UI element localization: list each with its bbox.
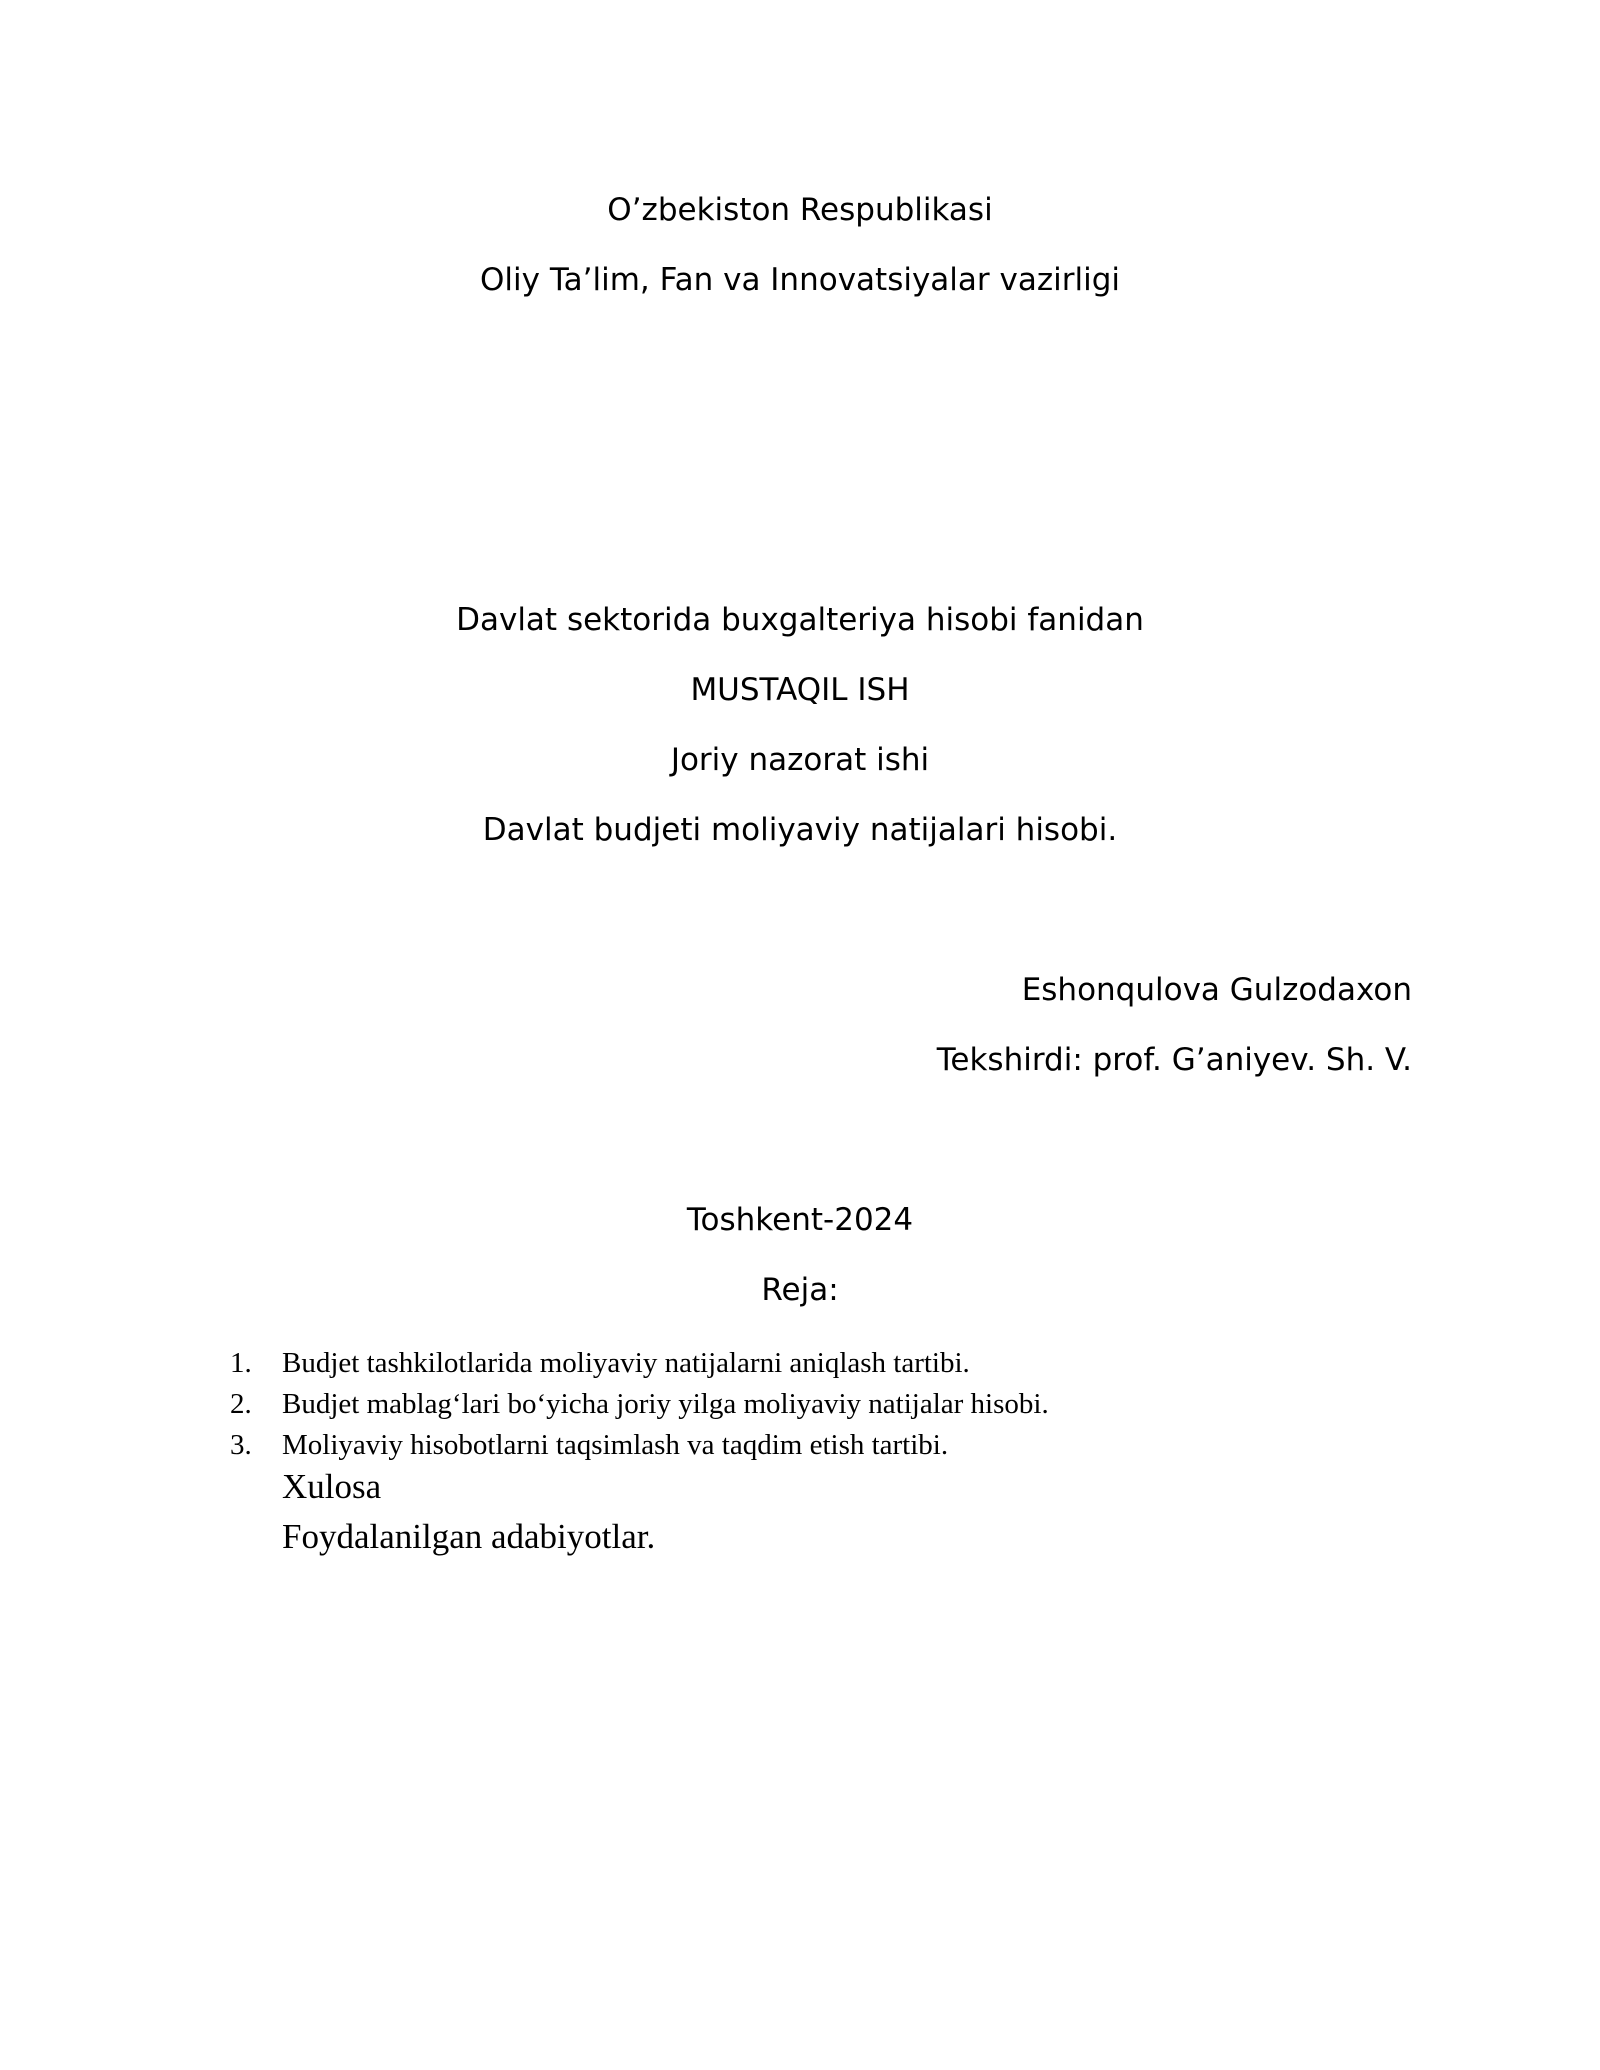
plan-item-number: 1.	[230, 1347, 252, 1379]
plan-item-text: Budjet mablag‘lari bo‘yicha joriy yilga moliyaviy natijalar hisobi.	[282, 1388, 1049, 1420]
plan-references: Foydalanilgan adabiyotlar.	[282, 1517, 656, 1556]
place-year: Toshkent-2024	[686, 1202, 914, 1238]
plan-item-text: Moliyaviy hisobotlarni taqsimlash va taqdim etish tartibi.	[282, 1429, 949, 1461]
plan-item-number: 2.	[230, 1388, 252, 1420]
plan-item	[230, 1343, 1049, 1384]
subject-line: Davlat sektorida buxgalteriya hisobi fanidan	[456, 602, 1144, 638]
ministry-name: Oliy Ta’lim, Fan va Innovatsiyalar vazirligi	[480, 262, 1120, 298]
work-kind-line: Joriy nazorat ishi	[670, 742, 930, 778]
topic-line: Davlat budjeti moliyaviy natijalari hisobi.	[482, 812, 1118, 848]
plan-item-number: 3.	[230, 1429, 252, 1461]
work-type-title: MUSTAQIL ISH	[690, 672, 910, 708]
plan-item	[230, 1384, 1049, 1425]
author-name: Eshonqulova Gulzodaxon	[1021, 972, 1412, 1008]
plan-item	[230, 1425, 1049, 1466]
plan-list	[230, 1343, 1049, 1466]
plan-conclusion: Xulosa	[282, 1467, 382, 1506]
reviewer-line: Tekshirdi: prof. G’aniyev. Sh. V.	[936, 1042, 1412, 1078]
plan-item-text: Budjet tashkilotlarida moliyaviy natijalarni aniqlash tartibi.	[282, 1347, 970, 1379]
country-name: O’zbekiston Respublikasi	[607, 192, 993, 228]
plan-heading: Reja:	[761, 1272, 839, 1308]
